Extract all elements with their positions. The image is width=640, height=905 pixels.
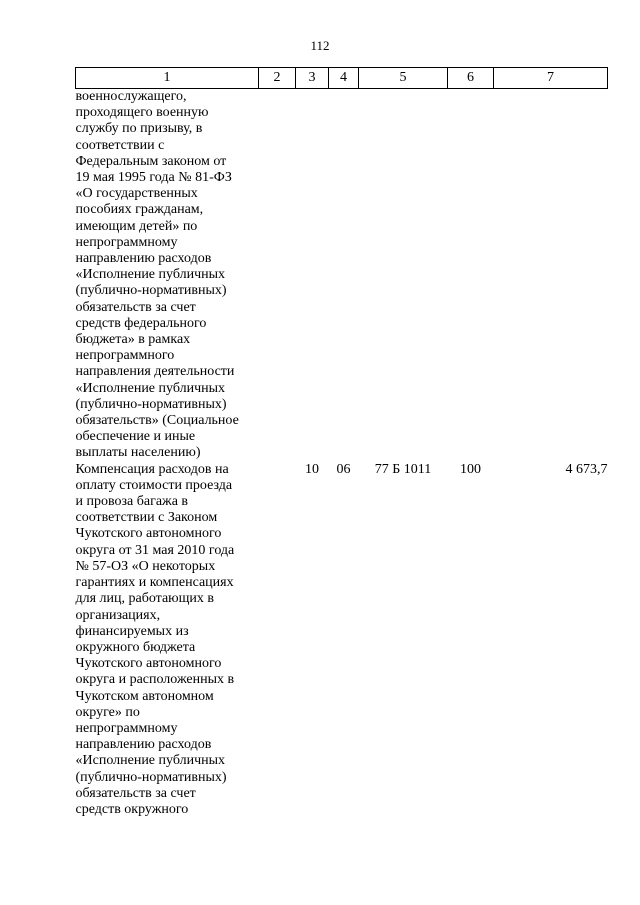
column-header-1: 1 xyxy=(76,68,259,89)
table-header-row xyxy=(76,68,608,89)
table-row xyxy=(76,462,608,818)
description-line: непрограммному xyxy=(75,720,178,736)
description-line: оплату стоимости проезда xyxy=(75,477,233,493)
description-line: средств окружного xyxy=(75,801,189,817)
cell-amount xyxy=(494,89,608,462)
cell-subsection: 06 xyxy=(336,461,351,477)
description-line: «Исполнение публичных xyxy=(75,753,226,769)
cell-section: 10 xyxy=(305,461,319,477)
row-description xyxy=(76,462,259,818)
description-line: округе» по xyxy=(75,704,140,720)
description-line: (публично-нормативных) xyxy=(75,283,227,299)
description-line: средств федерального xyxy=(75,315,207,331)
description-line: направлению расходов xyxy=(75,737,212,753)
cell-col2 xyxy=(259,89,296,462)
cell-section xyxy=(296,89,329,462)
description-line: и провоза багажа в xyxy=(75,494,189,510)
description-line: финансируемых из xyxy=(75,623,189,639)
cell-col2 xyxy=(259,462,296,818)
description-line: обязательств за счет xyxy=(75,785,196,801)
cell-target-article xyxy=(359,89,448,462)
budget-table xyxy=(75,67,608,818)
description-line: непрограммному xyxy=(75,234,178,250)
description-line: военнослужащего, xyxy=(75,89,187,104)
description-line: пособиях гражданам, xyxy=(75,202,204,218)
description-line: службу по призыву, в xyxy=(75,121,203,137)
description-line: обязательств» (Социальное xyxy=(75,413,239,429)
column-header-2: 2 xyxy=(259,68,296,89)
description-line: Компенсация расходов на xyxy=(75,461,229,477)
column-header-7: 7 xyxy=(494,68,608,89)
description-line: окружного бюджета xyxy=(75,639,196,655)
table-row xyxy=(76,89,608,462)
description-line: округа от 31 мая 2010 года xyxy=(75,542,235,558)
column-header-5: 5 xyxy=(359,68,448,89)
cell-amount: 4 673,7 xyxy=(565,461,608,477)
description-line: (публично-нормативных) xyxy=(75,396,227,412)
description-line: проходящего военную xyxy=(75,105,209,121)
cell-target-article: 77 Б 1011 xyxy=(374,461,432,477)
column-header-6: 6 xyxy=(448,68,494,89)
description-line: округа и расположенных в xyxy=(75,672,235,688)
description-line: направления деятельности xyxy=(75,364,235,380)
page-number: 112 xyxy=(310,38,330,53)
description-line: имеющим детей» по xyxy=(75,218,198,234)
description-line: «Исполнение публичных xyxy=(75,267,226,283)
description-line: (публично-нормативных) xyxy=(75,769,227,785)
description-line: Федеральным законом от xyxy=(75,153,227,169)
description-line: «О государственных xyxy=(75,186,198,202)
description-line: гарантиях и компенсациях xyxy=(75,575,234,591)
description-line: организациях, xyxy=(75,607,161,623)
row-description xyxy=(76,89,259,462)
column-header-3: 3 xyxy=(296,68,329,89)
description-line: направлению расходов xyxy=(75,251,212,267)
description-line: обязательств за счет xyxy=(75,299,196,315)
description-line: «Исполнение публичных xyxy=(75,380,226,396)
cell-subsection xyxy=(329,89,359,462)
description-line: Чукотского автономного xyxy=(75,656,222,672)
description-line: непрограммного xyxy=(75,348,175,364)
cell-expense-type xyxy=(448,89,494,462)
description-line: 19 мая 1995 года № 81-ФЗ xyxy=(75,170,232,186)
description-line: бюджета» в рамках xyxy=(75,332,191,348)
column-header-4: 4 xyxy=(329,68,359,89)
description-line: обеспечение и иные xyxy=(75,429,196,445)
description-line: № 57-ОЗ «О некоторых xyxy=(75,558,216,574)
description-line: для лиц, работающих в xyxy=(75,591,215,607)
description-line: Чукотского автономного xyxy=(75,526,222,542)
cell-expense-type: 100 xyxy=(460,461,481,477)
description-line: соответствии с Законом xyxy=(75,510,218,526)
description-line: выплаты населению) xyxy=(75,445,201,461)
description-line: Чукотском автономном xyxy=(75,688,214,704)
description-line: соответствии с xyxy=(75,137,165,153)
